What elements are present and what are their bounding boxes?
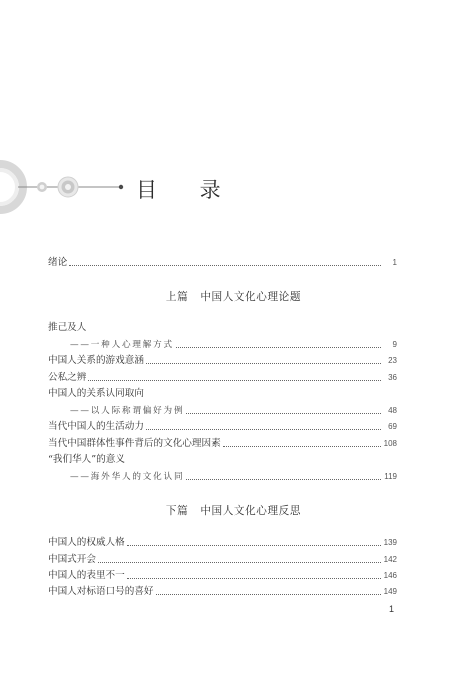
toc-entry[interactable] — [48, 585, 397, 599]
toc-entry-title: 中国式开会 — [48, 554, 96, 565]
part1-heading — [0, 289, 467, 304]
dot-leader — [186, 412, 381, 414]
toc-entry-title: 公私之辨 — [48, 372, 87, 383]
toc-entry[interactable] — [48, 569, 397, 583]
page-number: 1 — [389, 604, 395, 614]
toc-entry-title: ——以人际称谓偏好为例 — [70, 406, 185, 416]
toc-entry[interactable] — [48, 420, 397, 434]
toc-entry-title: 当代中国群体性事件背后的文化心理因素 — [48, 438, 221, 449]
toc-entry[interactable] — [48, 536, 397, 550]
dot-leader — [156, 593, 381, 595]
toc-entry-title: ——海外华人的文化认同 — [70, 472, 185, 482]
toc-entry-title: 中国人对标语口号的喜好 — [48, 586, 154, 597]
dot-leader — [88, 379, 381, 381]
dot-leader — [146, 428, 381, 430]
dot-leader — [176, 346, 381, 348]
toc-entry-intro[interactable] — [48, 256, 397, 270]
toc-entry-title: 中国人的表里不一 — [48, 570, 125, 581]
toc-entry-title: 当代中国人的生活动力 — [48, 421, 144, 432]
decorative-rings-icon — [0, 160, 136, 214]
toc-entry-page: 1 — [392, 258, 397, 267]
dot-leader — [127, 577, 381, 579]
toc-entry-title: 中国人的权威人格 — [48, 537, 125, 548]
dot-leader — [69, 264, 381, 266]
toc-entry-title: 中国人关系的游戏意涵 — [48, 355, 144, 366]
toc-entry-page: 23 — [388, 356, 397, 365]
toc-subentry[interactable] — [70, 404, 397, 418]
toc-entry[interactable] — [48, 354, 397, 368]
toc-subentry[interactable] — [70, 470, 397, 484]
part2-label: 下篇 — [165, 505, 189, 517]
toc-entry[interactable] — [48, 437, 397, 451]
dot-leader — [127, 544, 381, 546]
toc-entry[interactable] — [48, 371, 397, 385]
dot-leader — [98, 561, 381, 563]
page-title: 目 录 — [136, 178, 239, 202]
toc-entry-page: 119 — [384, 472, 397, 481]
toc-entry-page: 69 — [388, 422, 397, 431]
toc-entry-page: 48 — [388, 406, 397, 415]
toc-entry[interactable] — [48, 553, 397, 567]
toc-entry-page: 149 — [383, 587, 397, 596]
toc-entry-page: 139 — [383, 538, 397, 547]
dot-leader — [186, 478, 381, 480]
toc-entry-page: 146 — [383, 571, 397, 580]
toc-entry-page: 36 — [388, 373, 397, 382]
toc-entry-title: ——一种人心理解方式 — [70, 340, 174, 350]
dot-leader — [223, 445, 381, 447]
toc-subentry[interactable] — [70, 338, 397, 352]
part1-name: 中国人文化心理论题 — [200, 291, 302, 303]
toc-entry[interactable]: “我们华人”的意义 — [48, 454, 125, 465]
toc-entry-page: 142 — [383, 555, 397, 564]
part2-name: 中国人文化心理反思 — [200, 505, 302, 517]
dot-leader — [146, 362, 381, 364]
toc-entry-title: 绪论 — [48, 257, 68, 268]
part1-label: 上篇 — [165, 291, 189, 303]
toc-entry-page: 108 — [383, 439, 397, 448]
part2-heading — [0, 503, 467, 518]
toc-entry[interactable]: 中国人的关系认同取向 — [48, 388, 144, 399]
toc-entry-page: 9 — [392, 340, 397, 349]
toc-entry[interactable]: 推己及人 — [48, 322, 87, 333]
